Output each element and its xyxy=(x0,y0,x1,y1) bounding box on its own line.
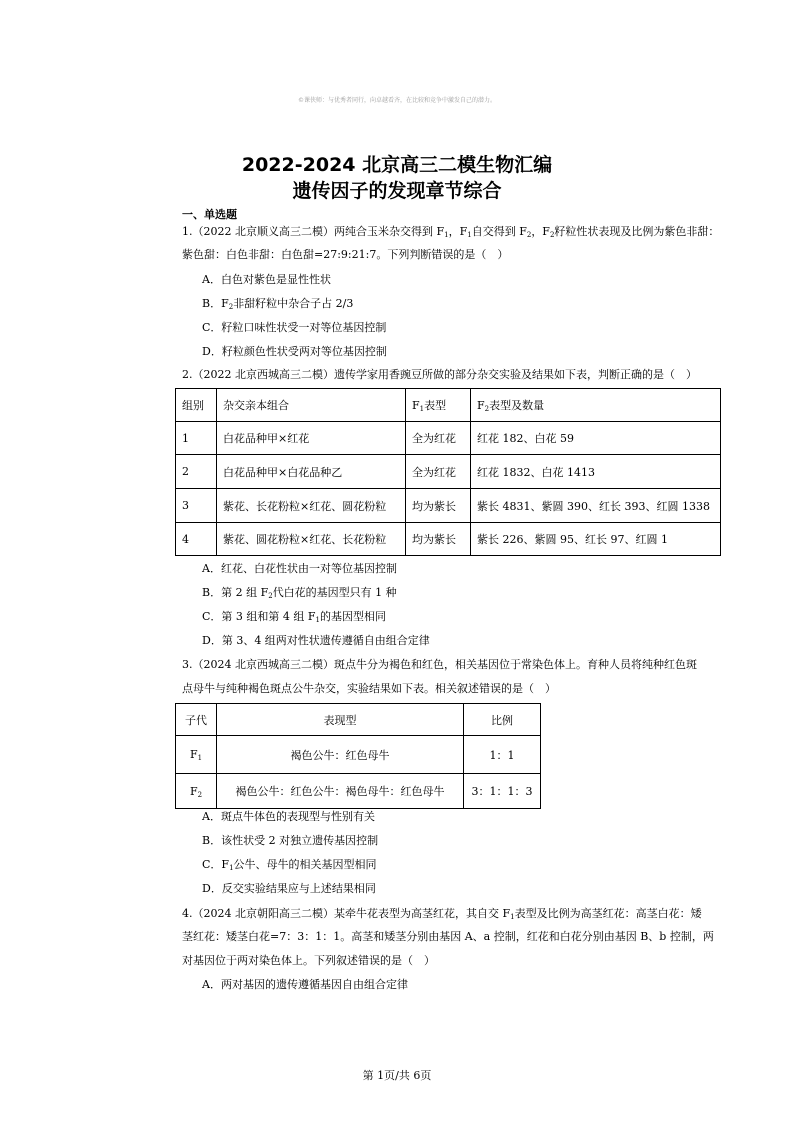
watermark: ©课侠师：与优秀者同行，向卓越看齐，在比较和竞争中激发自己的潜力。 xyxy=(297,97,496,104)
table-row xyxy=(176,455,721,489)
q3-option-a: A．斑点牛体色的表现型与性别有关 xyxy=(202,810,375,823)
q3-line1: 3.（2024 北京西城高三二模）斑点牛分为褐色和红色，相关基因位于常染色体上。育种人员将纯种红色斑 xyxy=(182,658,697,671)
table-cell: 红花 1832、白花 1413 xyxy=(471,455,721,489)
q1-option-b: B．$F_2$非甜籽粒中杂合子占 2/3 xyxy=(202,297,354,311)
table-cell: 褐色公牛：红色母牛 xyxy=(217,736,464,774)
q3-table xyxy=(175,703,541,809)
table-row xyxy=(176,422,721,455)
table-cell: $F_1$ xyxy=(176,736,217,774)
table-header-cell: 子代 xyxy=(176,704,217,736)
table-cell: 白花品种甲×红花 xyxy=(217,422,406,455)
table-cell: 均为紫长 xyxy=(406,489,471,523)
q3-option-c: C．$F_1$公牛、母牛的相关基因型相同 xyxy=(202,858,377,872)
table-row xyxy=(176,523,721,556)
q4-line1: 4.（2024 北京朝阳高三二模）某牵牛花表型为高茎红花，其自交 $F_1$表型及比例为高茎红花：高茎白花：矮 xyxy=(182,907,702,921)
table-header-cell: $F_1$表型 xyxy=(406,389,471,422)
table-header-row xyxy=(176,389,721,422)
q2-option-d: D．第 3、4 组两对性状遗传遵循自由组合定律 xyxy=(202,634,430,647)
q2-line1: 2.（2022 北京西城高三二模）遗传学家用香豌豆所做的部分杂交实验及结果如下表，判断正确的是（ ） xyxy=(182,368,697,381)
q4-option-a: A．两对基因的遗传遵循基因自由组合定律 xyxy=(202,978,408,991)
table-cell: 紫长 4831、紫圆 390、红长 393、红圆 1338 xyxy=(471,489,721,523)
table-row xyxy=(176,489,721,523)
q2-option-a: A．红花、白花性状由一对等位基因控制 xyxy=(202,562,397,575)
page-subtitle: 遗传因子的发现章节综合 xyxy=(292,180,502,202)
q1-option-d: D．籽粒颜色性状受两对等位基因控制 xyxy=(202,345,387,358)
table-cell: 全为红花 xyxy=(406,455,471,489)
table-cell: 3：1：1：3 xyxy=(464,774,541,809)
q2-table xyxy=(175,388,721,556)
table-header-cell: $F_2$表型及数量 xyxy=(471,389,721,422)
table-cell: 褐色公牛：红色公牛：褐色母牛：红色母牛 xyxy=(217,774,464,809)
table-cell: 紫花、长花粉粒×红花、圆花粉粒 xyxy=(217,489,406,523)
table-header-cell: 比例 xyxy=(464,704,541,736)
page-number: 第 1页/共 6页 xyxy=(362,1069,432,1082)
q4-line3: 对基因位于两对染色体上。下列叙述错误的是（ ） xyxy=(182,954,435,967)
table-header-cell: 组别 xyxy=(176,389,217,422)
q4-line2: 茎红花：矮茎白花=7：3：1：1。高茎和矮茎分别由基因 A、a 控制，红花和白花分别由基因 B、b 控制，两 xyxy=(182,930,714,943)
table-header-cell: 杂交亲本组合 xyxy=(217,389,406,422)
q1-option-a: A．白色对紫色是显性性状 xyxy=(202,273,331,286)
q3-option-b: B．该性状受 2 对独立遗传基因控制 xyxy=(202,834,379,847)
q2-option-b: B．第 2 组 $F_2$代白花的基因型只有 1 种 xyxy=(202,586,397,600)
table-cell: 紫长 226、紫圆 95、红长 97、红圆 1 xyxy=(471,523,721,556)
table-cell: $F_2$ xyxy=(176,774,217,809)
table-cell: 紫花、圆花粉粒×红花、长花粉粒 xyxy=(217,523,406,556)
q3-line2: 点母牛与纯种褐色斑点公牛杂交，实验结果如下表。相关叙述错误的是（ ） xyxy=(182,682,556,695)
table-cell: 全为红花 xyxy=(406,422,471,455)
page-title: 2022-2024 北京高三二模生物汇编 xyxy=(241,154,553,176)
table-cell: 2 xyxy=(176,455,217,489)
q3-option-d: D．反交实验结果应与上述结果相同 xyxy=(202,882,376,895)
table-cell: 3 xyxy=(176,489,217,523)
table-cell: 均为紫长 xyxy=(406,523,471,556)
q2-option-c: C．第 3 组和第 4 组 $F_1$的基因型相同 xyxy=(202,610,386,624)
q1-line1: 1.（2022 北京顺义高三二模）两纯合玉米杂交得到 $F_1$，$F_1$自交得到 $F_2$，$F_2$籽粒性状表现及比例为紫色非甜： xyxy=(182,225,720,239)
q1-option-c: C．籽粒口味性状受一对等位基因控制 xyxy=(202,321,387,334)
table-cell: 1：1 xyxy=(464,736,541,774)
table-cell: 红花 182、白花 59 xyxy=(471,422,721,455)
table-cell: 白花品种甲×白花品种乙 xyxy=(217,455,406,489)
table-row xyxy=(176,774,541,809)
table-header-row xyxy=(176,704,541,736)
section-heading: 一、单选题 xyxy=(182,208,237,221)
table-cell: 1 xyxy=(176,422,217,455)
table-row xyxy=(176,736,541,774)
table-cell: 4 xyxy=(176,523,217,556)
q1-line2: 紫色甜：白色非甜：白色甜=27:9:21:7。下列判断错误的是（ ） xyxy=(182,248,509,261)
table-header-cell: 表现型 xyxy=(217,704,464,736)
